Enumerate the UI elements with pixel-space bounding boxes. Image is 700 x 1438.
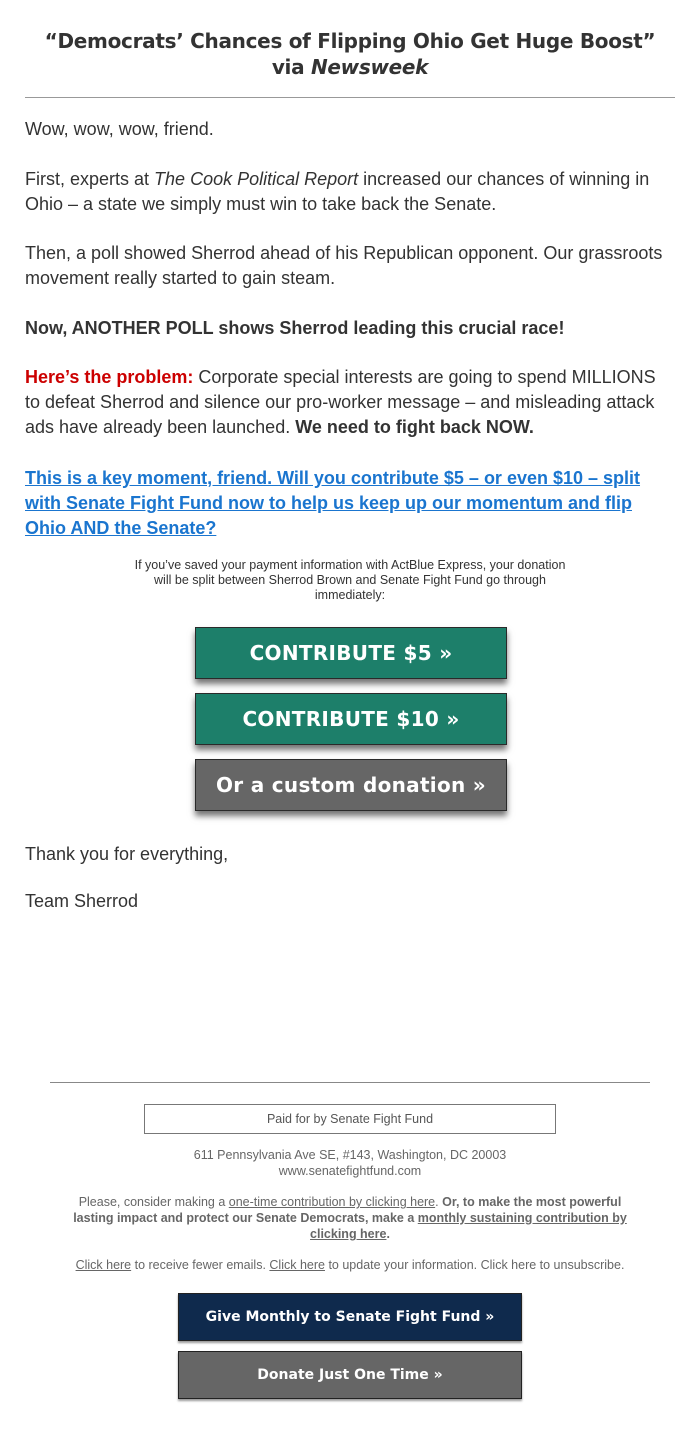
consider-start: Please, consider making a bbox=[78, 1195, 229, 1209]
footer-consider bbox=[70, 1194, 630, 1242]
one-time-contribution-link[interactable]: one-time contribution by clicking here bbox=[228, 1195, 436, 1209]
thanks-line: Thank you for everything, bbox=[25, 844, 229, 864]
contribute-10-button[interactable]: CONTRIBUTE $10 » bbox=[195, 693, 507, 745]
headline-quote: “Democrats’ Chances of Flipping Ohio Get Huge Boost” bbox=[44, 29, 656, 53]
p1-italic: The Cook Political Report bbox=[154, 169, 359, 189]
actblue-express-note: If you’ve saved your payment information with ActBlue Express, your donation will be split between Sherrod Brown and Senate Fight Fund go through immediately: bbox=[134, 558, 566, 602]
update-info-link[interactable]: Click here bbox=[269, 1258, 325, 1272]
divider bbox=[25, 97, 675, 98]
consider-bold: Or, to make the most powerful lasting impact and protect our Senate Democrats, make a bbox=[73, 1195, 622, 1225]
consider-mid: . bbox=[435, 1195, 443, 1209]
consider-end: . bbox=[386, 1227, 390, 1241]
fewer-emails-text: to receive fewer emails. bbox=[131, 1258, 270, 1272]
footer-email-prefs bbox=[50, 1257, 650, 1273]
headline-source: Newsweek bbox=[310, 55, 429, 79]
paragraph-problem bbox=[25, 365, 675, 440]
headline bbox=[25, 28, 675, 80]
monthly-contribution-link[interactable]: monthly sustaining contribution by clicking here bbox=[310, 1211, 627, 1241]
contribute-5-button[interactable]: CONTRIBUTE $5 » bbox=[195, 627, 507, 679]
give-monthly-button[interactable]: Give Monthly to Senate Fight Fund » bbox=[178, 1293, 522, 1341]
donate-once-button[interactable]: Donate Just One Time » bbox=[178, 1351, 522, 1399]
footer-address-block bbox=[50, 1147, 650, 1179]
footer-website: www.senatefightfund.com bbox=[278, 1164, 422, 1178]
paragraph-poll: Then, a poll showed Sherrod ahead of his Republican opponent. Our grassroots movement really started to gain steam. bbox=[25, 243, 663, 288]
footer-address: 611 Pennsylvania Ave SE, #143, Washington, DC 20003 bbox=[193, 1148, 507, 1162]
p1-start: First, experts at bbox=[25, 169, 155, 189]
cta-paragraph bbox=[25, 466, 675, 541]
cta-contribute-link[interactable]: This is a key moment, friend. Will you contribute $5 – or even $10 – split with Senate Fight Fund now to help us keep up our momentum and flip Ohio AND the Senate? bbox=[25, 468, 641, 538]
problem-bold: We need to fight back NOW. bbox=[295, 417, 534, 437]
greeting: Wow, wow, wow, friend. bbox=[25, 119, 214, 139]
headline-via: via bbox=[271, 55, 305, 79]
problem-text: Corporate special interests are going to spend MILLIONS to defeat Sherrod and silence our pro-worker message – and misleading attack ads have already been launched. bbox=[25, 367, 656, 437]
fewer-emails-link[interactable]: Click here bbox=[75, 1258, 132, 1272]
footer-divider bbox=[50, 1082, 650, 1083]
paragraph-another-poll: Now, ANOTHER POLL shows Sherrod leading this crucial race! bbox=[25, 318, 565, 338]
paragraph-cook-report bbox=[25, 167, 675, 217]
p1-end: increased our chances of winning in Ohio – a state we simply must win to take back the Senate. bbox=[25, 169, 650, 214]
update-info-text: to update your information. Click here to unsubscribe. bbox=[324, 1258, 625, 1272]
signature: Team Sherrod bbox=[25, 891, 139, 911]
custom-donation-button[interactable]: Or a custom donation » bbox=[195, 759, 507, 811]
problem-label: Here’s the problem: bbox=[25, 367, 194, 387]
paid-for-box: Paid for by Senate Fight Fund bbox=[144, 1104, 556, 1134]
